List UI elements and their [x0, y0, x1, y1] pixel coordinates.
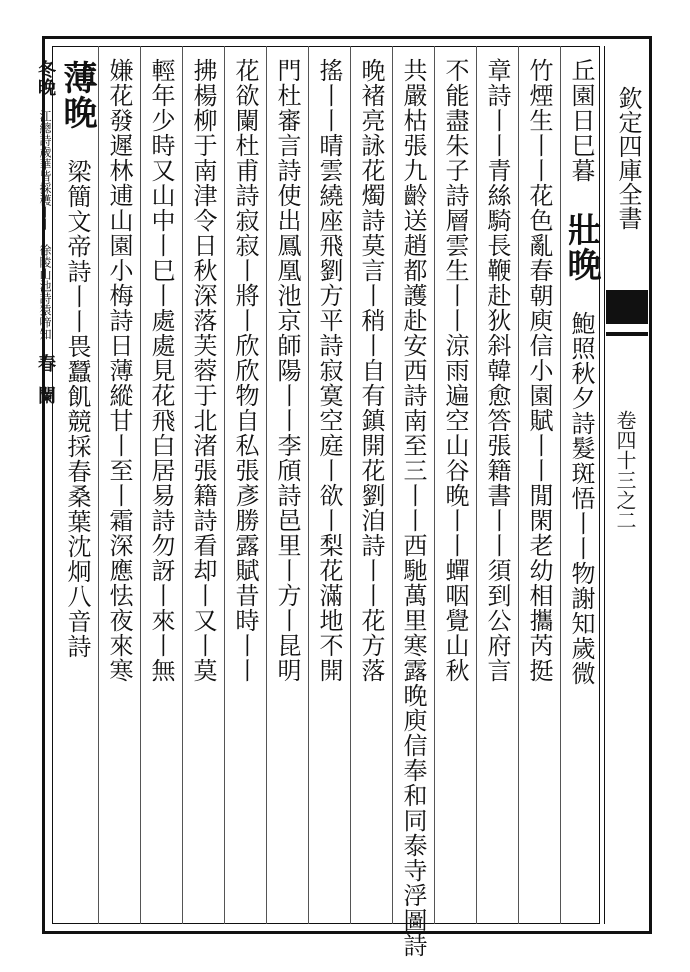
column-5-text: 共嚴枯張九齡送趙都護赴安西詩南至三丨丨西馳萬里寒露晚庾信奉和同泰寺浮圖詩 [399, 58, 427, 958]
column-9 [230, 58, 260, 916]
column-6-text: 晚褚亮詠花燭詩莫言丨稍丨自有鎮開花劉洎詩丨丨花方落 [357, 58, 385, 683]
column-10-text: 拂楊柳于南津令日秋深落芙蓉于北渚張籍詩看却丨又丨莫 [189, 58, 217, 683]
column-rule [392, 46, 393, 924]
heading-chun: 春 [35, 354, 56, 372]
heading-zhuang-wan: 壯晚 [561, 212, 601, 282]
column-12-text: 嫌花發遲林逋山園小梅詩日薄縱甘丨至丨霜深應怯夜來寒 [105, 58, 133, 683]
column-rule [266, 46, 267, 924]
column-8-text: 門杜審言詩使出鳳凰池京師陽丨丨李頎詩邑里丨方丨昆明 [273, 58, 301, 683]
column-rule [350, 46, 351, 924]
column-8 [272, 58, 302, 916]
column-3-text: 章詩丨丨青絲騎長鞭赴狄斜韓愈答張籍書丨丨須到公府言 [483, 58, 511, 683]
fishtail-mark [606, 290, 648, 324]
column-4 [440, 58, 470, 916]
column-2 [524, 58, 554, 916]
column-6 [356, 58, 386, 916]
column-rule [518, 46, 519, 924]
column-1-text: 丘園日巳暮 [567, 58, 595, 183]
column-9-text: 花欲闌杜甫詩寂寂丨將丨欣欣物自私張彥勝露賦昔時丨丨 [231, 58, 259, 683]
column-11-text: 輕年少時又山中丨巳丨處處見花飛白居易詩勿訝丨來丨無 [147, 58, 175, 683]
column-5 [398, 58, 428, 958]
side-notes [8, 60, 56, 918]
column-7-text: 搖丨丨晴雲繞座飛劉方平詩寂寞空庭丨欲丨梨花滿地不開 [315, 58, 343, 683]
heading-dong-wan: 冬晚 [35, 60, 56, 96]
column-rule [98, 46, 99, 924]
column-rule [182, 46, 183, 924]
column-rule [308, 46, 309, 924]
column-7 [314, 58, 344, 916]
column-rule [476, 46, 477, 924]
column-rule [434, 46, 435, 924]
gu-wan-note: 徐陵山池詩猿啼知 [38, 244, 52, 340]
column-3 [482, 58, 512, 916]
fishtail-line [606, 332, 648, 336]
bo-wan-note: 梁簡文帝詩丨丨畏蠶飢競採春桑葉沈炯八音詩 [63, 159, 91, 659]
heading-bo-wan: 薄晚 [57, 60, 97, 130]
book-title: 欽定四庫全書 [614, 86, 642, 230]
column-rule [224, 46, 225, 924]
column-2-text: 竹煙生丨丨花色亂春朝庾信小園賦丨丨閒閑老幼相攜芮挺 [525, 58, 553, 683]
column-12 [104, 58, 134, 916]
dong-wan-note: 江總詩歲華皆採穫丨丨 [38, 110, 52, 230]
notes-column [57, 60, 97, 918]
column-rule [560, 46, 561, 924]
column-4-text: 不能盡朱子詩層雲生丨丨涼雨遍空山谷晚丨丨蟬咽覺山秋 [441, 58, 469, 683]
column-1 [561, 58, 601, 916]
volume-label: 卷四十三之二 [613, 410, 637, 530]
column-rule [140, 46, 141, 924]
column-10 [188, 58, 218, 916]
zhuang-wan-note: 鮑照秋夕詩髮斑悟丨丨物謝知歲微 [567, 311, 595, 686]
column-11 [146, 58, 176, 916]
heading-lan: 闌 [35, 386, 56, 404]
